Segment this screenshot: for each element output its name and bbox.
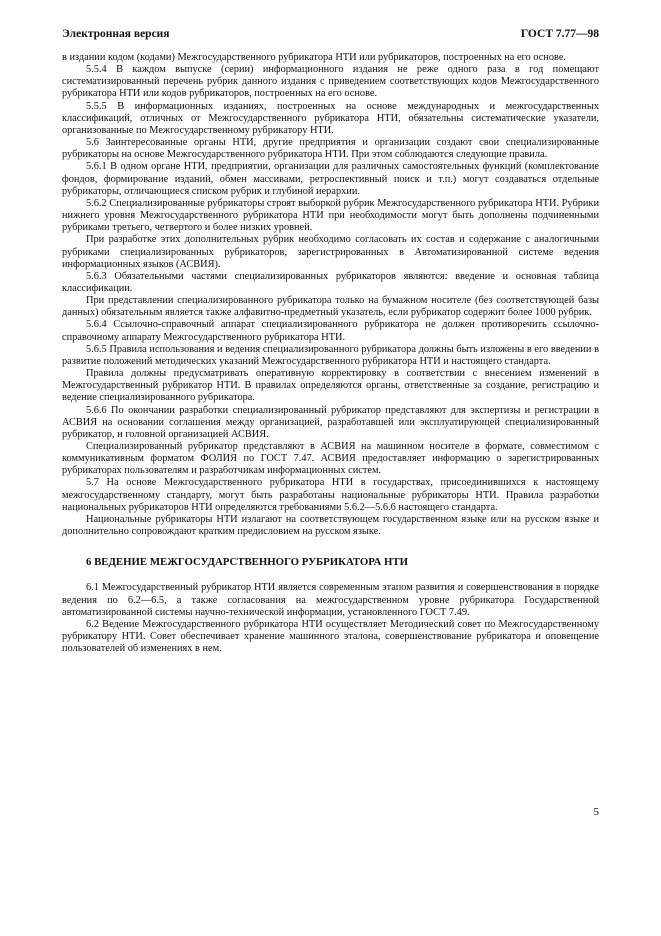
page-header: [62, 28, 599, 44]
paragraph: Специализированный рубрикатор представляют в АСВИЯ на машинном носителе в формате, совместимом с коммуникативным форматом ФОЛИЯ по ГОСТ 7.47. АСВИЯ предоставляет информацию о зарегистрированных рубрикаторах пользователям и разработчикам информационных систем.: [62, 441, 599, 477]
paragraph: 5.6.5 Правила использования и ведения специализированного рубрикатора должны быть изложены в его введении в развитие положений методических указаний Межгосударственного рубрикатора НТИ и настоящего стандарта.: [62, 343, 599, 367]
paragraph: 6.2 Ведение Межгосударственного рубрикатора НТИ осуществляет Методический совет по Межгосударственному рубрикатору НТИ. Совет обеспечивает хранение машинного эталона, совершенствование рубрикатора и оповещение пользователей об изменениях в нем.: [62, 618, 599, 655]
paragraph: 5.6 Заинтересованные органы НТИ, другие предприятия и организации создают свои специализированные рубрикаторы на основе Межгосударственного рубрикатора НТИ. При этом соблюдаются следующие правила.: [62, 137, 599, 161]
paragraph: 5.6.3 Обязательными частями специализированных рубрикаторов являются: введение и основная таблица классификации.: [62, 270, 599, 294]
paragraph: Национальные рубрикаторы НТИ излагают на соответствующем государственном языке или на русском языке и дополнительно сопровождают кратким предисловием на русском языке.: [62, 513, 599, 538]
paragraph: При представлении специализированного рубрикатора только на бумажном носителе (без соответствующей базы данных) обязательным является также алфавитно-предметный указатель, если рубрикатор содержит более 1000 рубрик.: [62, 295, 599, 319]
header-standard-code: ГОСТ 7.77—98: [520, 28, 599, 40]
page-number: 5: [593, 806, 599, 818]
paragraph: При разработке этих дополнительных рубрик необходимо согласовать их состав и содержание с аналогичными рубриками специализированных рубрикаторов, зарегистрированных в Автоматизированной системе ведения информационных языков (АСВИЯ).: [62, 234, 599, 270]
paragraph: 5.6.2 Специализированные рубрикаторы строят выборкой рубрик Межгосударственного рубрикатора НТИ. Рубрики нижнего уровня Межгосударственного рубрикатора НТИ при необходимости могут быть дополнены подчиненными рубриками третьего, четвертого и более низких уровней.: [62, 197, 599, 234]
document-body: [62, 52, 599, 655]
section-heading: 6 ВЕДЕНИЕ МЕЖГОСУДАРСТВЕННОГО РУБРИКАТОРА НТИ: [86, 556, 408, 569]
paragraph: 5.5.5 В информационных изданиях, построенных на основе международных и межгосударственных классификаций, отличных от Межгосударственного рубрикатора НТИ, обязательны систематические указатели, организованные по Межгосударственному рубрикатору НТИ.: [62, 100, 599, 136]
paragraph: в издании кодом (кодами) Межгосударственного рубрикатора НТИ или рубрикаторов, построенных на его основе.: [62, 52, 567, 63]
paragraph: 5.6.1 В одном органе НТИ, предприятии, организации для различных самостоятельных функций (комплектование фондов, формирование изданий, обмен массивами, ретроспективный поиск и т.п.) могут создаваться отдельные рубрикаторы, отличающиеся списком рубрик и глубиной иерархии.: [62, 161, 599, 197]
paragraph: 5.6.4 Ссылочно-справочный аппарат специализированного рубрикатора не должен противоречить ссылочно-справочному аппарату Межгосударственного рубрикатора НТИ.: [62, 319, 599, 343]
paragraph: Правила должны предусматривать оперативную корректировку в соответствии с внесением изменений в Межгосударственный рубрикатор НТИ. В правилах определяются органы, ответственные за создание, регистрацию и ведение специализированного рубрикатора.: [62, 368, 599, 404]
paragraph: 5.6.6 По окончании разработки специализированный рубрикатор представляют для экспертизы и регистрации в АСВИЯ на основании соглашения между организацией, разработавшей или эксплуатирующей специализированный рубрикатор, и головной организацией АСВИЯ.: [62, 404, 599, 440]
paragraph: 5.5.4 В каждом выпуске (серии) информационного издания не реже одного раза в год помещают систематизированный перечень рубрик данного издания с приведением соответствующих кодов Межгосударственного рубрикатора НТИ или кодов рубрикаторов, построенных на его основе.: [62, 64, 599, 100]
header-edition-label: Электронная версия: [62, 28, 170, 40]
paragraph: 5.7 На основе Межгосударственного рубрикатора НТИ в государствах, присоединившихся к настоящему межгосударственному стандарту, могут быть разработаны национальные рубрикаторы НТИ. Правила разработки национальных рубрикаторов НТИ определяются требованиями 5.6.2—5.6.6 настоящего стандарта.: [62, 477, 599, 513]
paragraph: 6.1 Межгосударственный рубрикатор НТИ является современным этапом развития и совершенствования в порядке ведения по 6.2—6.5, а также согласования на межгосударственном уровне рубрикатора Государственной автоматизированной системы научно-технической информации, установленного ГОСТ 7.49.: [62, 582, 599, 618]
